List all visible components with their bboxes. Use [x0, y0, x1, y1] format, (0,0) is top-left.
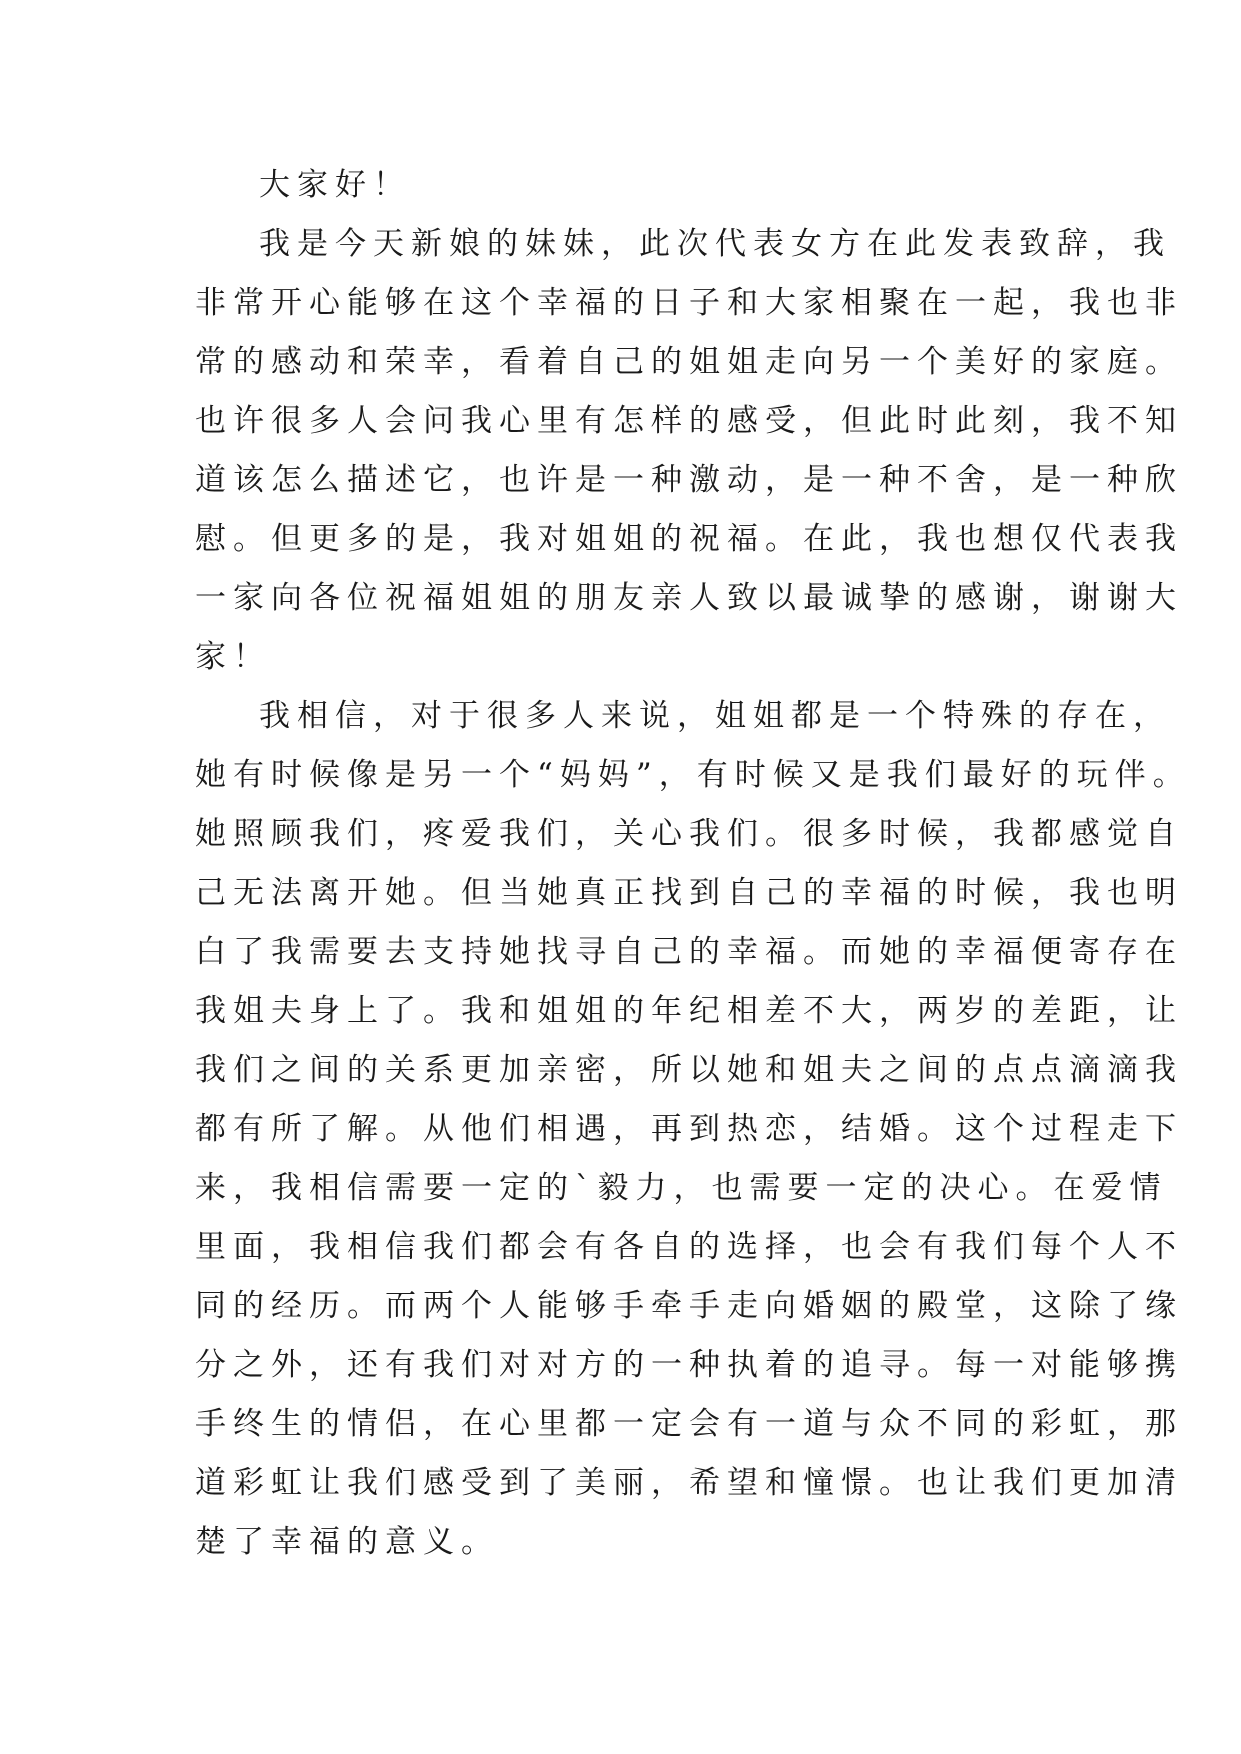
paragraph-line: 她照顾我们，疼爱我们，关心我们。很多时候，我都感觉自	[195, 816, 1183, 852]
paragraph-line: 手终生的情侣，在心里都一定会有一道与众不同的彩虹，那	[195, 1406, 1183, 1442]
paragraph-line: 都有所了解。从他们相遇，再到热恋，结婚。这个过程走下	[195, 1111, 1183, 1147]
paragraph-line: 同的经历。而两个人能够手牵手走向婚姻的殿堂，这除了缘	[195, 1288, 1183, 1324]
paragraph-line: 道彩虹让我们感受到了美丽，希望和憧憬。也让我们更加清	[195, 1465, 1183, 1501]
paragraph-line: 她有时候像是另一个“妈妈”，有时候又是我们最好的玩伴。	[195, 757, 1191, 793]
paragraph-line: 常的感动和荣幸，看着自己的姐姐走向另一个美好的家庭。	[195, 344, 1183, 380]
paragraph-line: 慰。但更多的是，我对姐姐的祝福。在此，我也想仅代表我	[195, 521, 1183, 557]
paragraph-line: 我姐夫身上了。我和姐姐的年纪相差不大，两岁的差距，让	[195, 993, 1183, 1029]
paragraph-line: 白了我需要去支持她找寻自己的幸福。而她的幸福便寄存在	[195, 934, 1183, 970]
paragraph-line: 一家向各位祝福姐姐的朋友亲人致以最诚挚的感谢，谢谢大	[195, 580, 1183, 616]
paragraph-line: 我相信，对于很多人来说，姐姐都是一个特殊的存在，	[259, 698, 1171, 734]
paragraph-line: 非常开心能够在这个幸福的日子和大家相聚在一起，我也非	[195, 285, 1183, 321]
paragraph-line: 道该怎么描述它，也许是一种激动，是一种不舍，是一种欣	[195, 462, 1183, 498]
speech-text	[195, 156, 1191, 1572]
paragraph-line: 己无法离开她。但当她真正找到自己的幸福的时候，我也明	[195, 875, 1183, 911]
paragraph-line: 我们之间的关系更加亲密，所以她和姐夫之间的点点滴滴我	[195, 1052, 1183, 1088]
paragraph-line: 里面，我相信我们都会有各自的选择，也会有我们每个人不	[195, 1229, 1183, 1265]
paragraph-line: 分之外，还有我们对对方的一种执着的追寻。每一对能够携	[195, 1347, 1183, 1383]
paragraph-line: 也许很多人会问我心里有怎样的感受，但此时此刻，我不知	[195, 403, 1183, 439]
paragraph-line: 来，我相信需要一定的`毅力，也需要一定的决心。在爱情	[195, 1170, 1168, 1206]
paragraph-line: 家！	[195, 639, 271, 675]
paragraph-line: 楚了幸福的意义。	[195, 1524, 499, 1560]
greeting-line: 大家好！	[259, 167, 411, 203]
paragraph-line: 我是今天新娘的妹妹，此次代表女方在此发表致辞，我	[259, 226, 1171, 262]
